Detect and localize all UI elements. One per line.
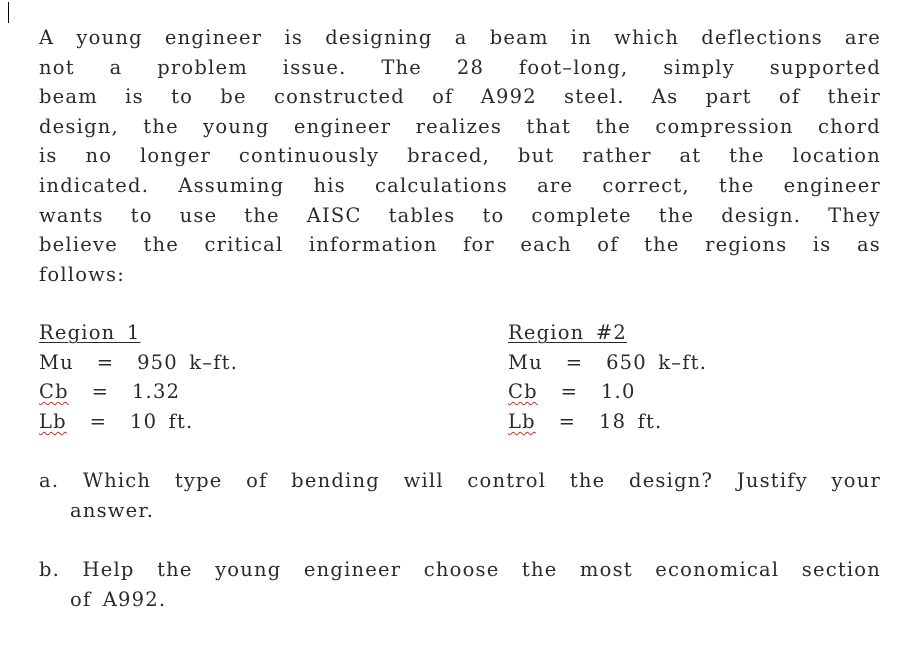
mu-label: Mu xyxy=(508,350,543,374)
region-1-title: Region 1 xyxy=(39,321,141,344)
region-2-block xyxy=(508,318,707,436)
region-1-mu-row: Mu = 950 k–ft. xyxy=(39,350,239,374)
cb-value: 1.0 xyxy=(600,380,636,404)
region-2-lb-row: Lb = 18 ft. xyxy=(508,409,663,433)
problem-paragraph xyxy=(39,23,881,289)
mu-value: 650 k–ft. xyxy=(606,350,708,374)
question-a xyxy=(39,466,881,525)
region-1-block xyxy=(39,318,238,436)
question-b-line-1: b. Help the young engineer choose the most economical section xyxy=(39,558,881,581)
paragraph-line: is no longer continuously braced, but rather at the location xyxy=(39,144,881,168)
cb-label: Cb xyxy=(39,380,69,404)
lb-value: 18 ft. xyxy=(598,409,663,433)
lb-label: Lb xyxy=(508,409,536,433)
paragraph-line: follows: xyxy=(39,262,126,286)
paragraph-line: wants to use the AISC tables to complete the design. They xyxy=(39,203,881,227)
paragraph-line: beam is to be constructed of A992 steel. As part of their xyxy=(39,85,881,109)
paragraph-line: believe the critical information for each of the regions is as xyxy=(39,233,881,257)
cb-value: 1.32 xyxy=(131,380,181,404)
question-a-line-1: a. Which type of bending will control the design? Justify your xyxy=(39,469,881,492)
region-1-cb-row: Cb = 1.32 xyxy=(39,380,181,404)
region-2-mu-row: Mu = 650 k–ft. xyxy=(508,350,708,374)
cb-label: Cb xyxy=(508,380,538,404)
region-2-title: Region #2 xyxy=(508,321,627,344)
text-cursor xyxy=(8,2,9,23)
paragraph-line: A young engineer is designing a beam in which deflections are xyxy=(39,26,881,49)
paragraph-line: design, the young engineer realizes that the compression chord xyxy=(39,114,881,138)
paragraph-line: not a problem issue. The 28 foot–long, simply supported xyxy=(39,55,881,79)
paragraph-line: indicated. Assuming his calculations are correct, the engineer xyxy=(39,173,881,197)
mu-label: Mu xyxy=(39,350,74,374)
question-b-line-2: of A992. xyxy=(70,587,167,611)
region-1-lb-row: Lb = 10 ft. xyxy=(39,409,194,433)
question-a-line-2: answer. xyxy=(70,498,155,522)
region-2-cb-row: Cb = 1.0 xyxy=(508,380,636,404)
question-b xyxy=(39,555,881,614)
mu-value: 950 k–ft. xyxy=(137,350,239,374)
lb-label: Lb xyxy=(39,409,67,433)
lb-value: 10 ft. xyxy=(129,409,194,433)
